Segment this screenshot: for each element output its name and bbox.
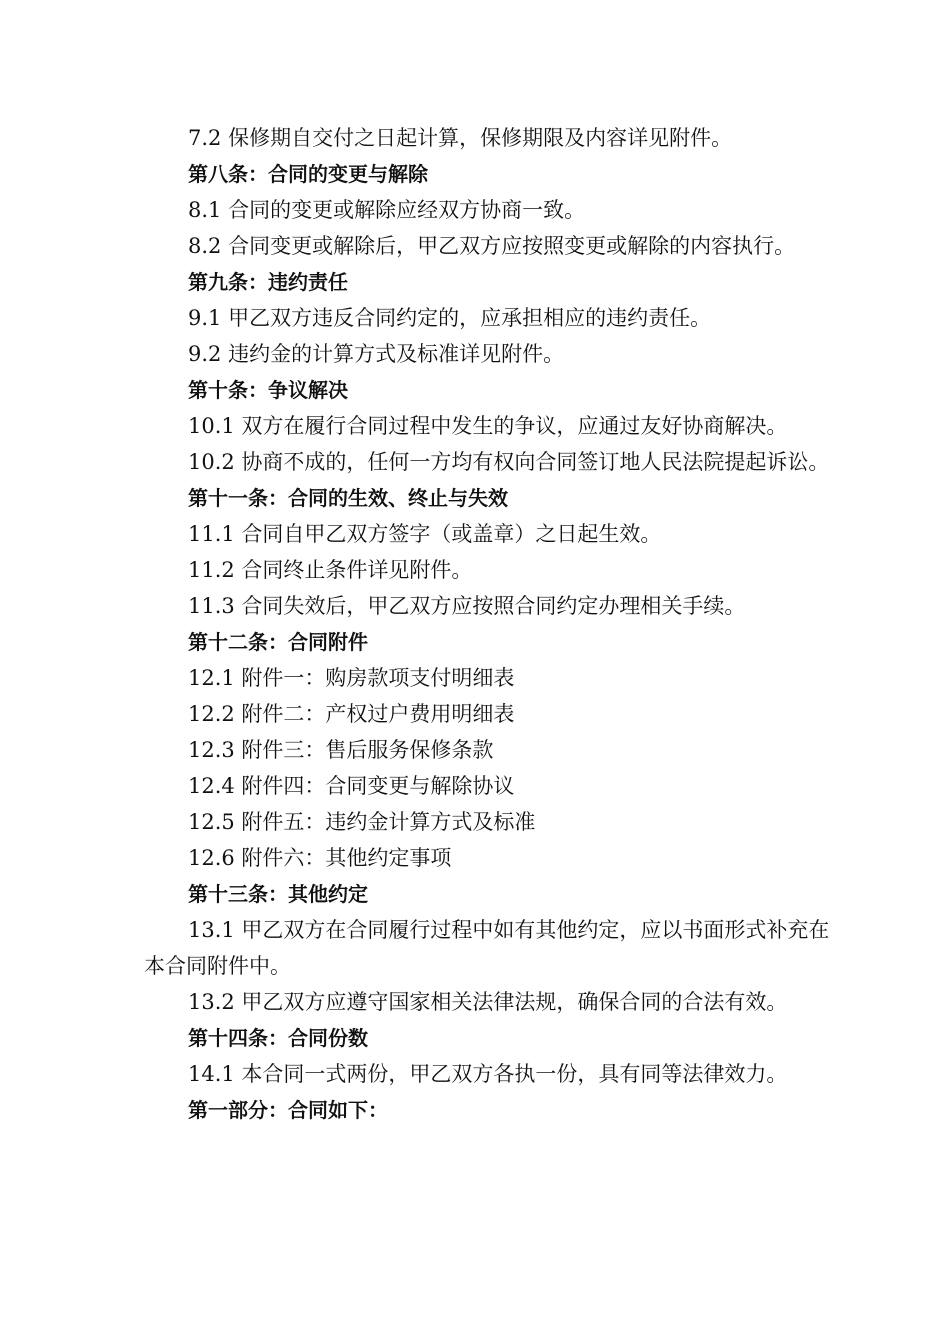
section-heading-13: 第十三条：其他约定 <box>188 882 368 906</box>
section-heading-10: 第十条：争议解决 <box>188 378 348 402</box>
clause-10-2: 10.2 协商不成的，任何一方均有权向合同签订地人民法院提起诉讼。 <box>188 450 830 474</box>
clause-13-2: 13.2 甲乙双方应遵守国家相关法律法规，确保合同的合法有效。 <box>188 990 788 1014</box>
clause-10-1: 10.1 双方在履行合同过程中发生的争议，应通过友好协商解决。 <box>188 414 788 438</box>
clause-9-1: 9.1 甲乙双方违反合同约定的，应承担相应的违约责任。 <box>188 306 712 330</box>
clause-8-1: 8.1 合同的变更或解除应经双方协商一致。 <box>188 198 586 222</box>
clause-13-1: 13.1 甲乙双方在合同履行过程中如有其他约定，应以书面形式补充在本合同附件中。 <box>144 918 830 978</box>
clause-7-2: 7.2 保修期自交付之日起计算，保修期限及内容详见附件。 <box>188 126 733 150</box>
clause-12-4: 12.4 附件四：合同变更与解除协议 <box>188 774 515 798</box>
clause-11-3: 11.3 合同失效后，甲乙双方应按照合同约定办理相关手续。 <box>188 594 746 618</box>
clause-11-1: 11.1 合同自甲乙双方签字（或盖章）之日起生效。 <box>188 522 662 546</box>
clause-11-2: 11.2 合同终止条件详见附件。 <box>188 558 473 582</box>
document-body <box>144 120 834 1128</box>
section-heading-12: 第十二条：合同附件 <box>188 630 368 654</box>
section-heading-9: 第九条：违约责任 <box>188 270 348 294</box>
part-one-heading: 第一部分：合同如下： <box>188 1098 388 1122</box>
clause-14-1: 14.1 本合同一式两份，甲乙双方各执一份，具有同等法律效力。 <box>188 1062 788 1086</box>
clause-12-6: 12.6 附件六：其他约定事项 <box>188 846 452 870</box>
clause-12-2: 12.2 附件二：产权过户费用明细表 <box>188 702 515 726</box>
section-heading-11: 第十一条：合同的生效、终止与失效 <box>188 486 508 510</box>
clause-12-1: 12.1 附件一：购房款项支付明细表 <box>188 666 515 690</box>
section-heading-14: 第十四条：合同份数 <box>188 1026 368 1050</box>
clause-12-5: 12.5 附件五：违约金计算方式及标准 <box>188 810 536 834</box>
clause-9-2: 9.2 违约金的计算方式及标准详见附件。 <box>188 342 565 366</box>
clause-12-3: 12.3 附件三：售后服务保修条款 <box>188 738 494 762</box>
section-heading-8: 第八条：合同的变更与解除 <box>188 162 428 186</box>
clause-8-2: 8.2 合同变更或解除后，甲乙双方应按照变更或解除的内容执行。 <box>188 234 796 258</box>
